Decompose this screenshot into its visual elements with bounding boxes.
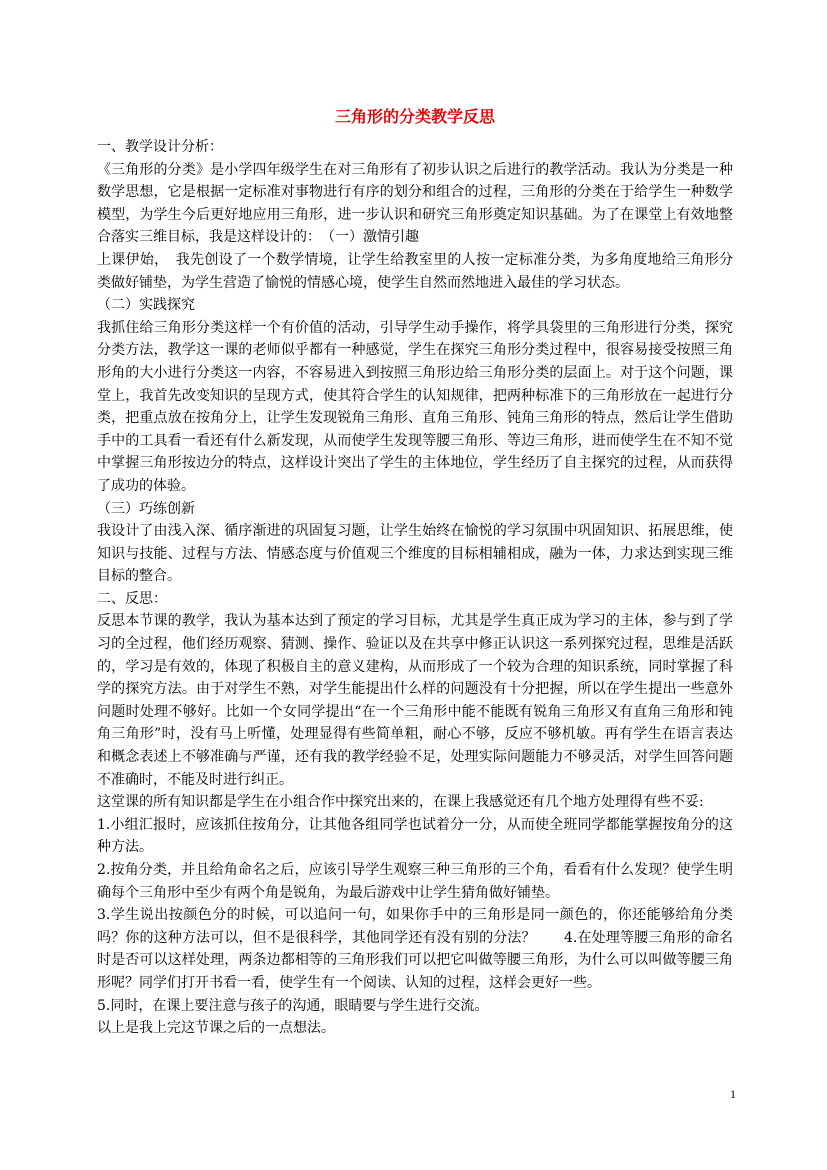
page-number: 1 bbox=[730, 1087, 736, 1101]
paragraph-innovation: 我设计了由浅入深、循序渐进的巩固复习题，让学生始终在愉悦的学习氛围中巩固知识、拓展思维，使知识与技能、过程与方法、情感态度与价值观三个维度的目标相辅相成，融为一体，力求达到实现三维目标的整合。 bbox=[97, 523, 733, 585]
paragraph-intro: 《三角形的分类》是小学四年级学生在对三角形有了初步认识之后进行的教学活动。我认为分类是一种数学思想，它是根据一定标准对事物进行有序的划分和组合的过程，三角形的分类在于给学生一种数学模型，为学生今后更好地应用三角形，进一步认识和研究三角形奠定知识基础。为了在课堂上有效地整合落实三维目标，我是这样设计的： （一）激情引趣 bbox=[97, 161, 733, 246]
list-item-5: 5.同时，在课上要注意与孩子的沟通，眼睛要与学生进行交流。 bbox=[97, 997, 489, 1014]
paragraph-shortcomings: 这堂课的所有知识都是学生在小组合作中探究出来的，在课上我感觉还有几个地方处理得有些不妥: bbox=[97, 794, 704, 811]
subheading-practice: （二）实践探究 bbox=[97, 297, 195, 314]
document-body bbox=[97, 136, 733, 1040]
document-page bbox=[97, 106, 733, 1040]
list-item-2: 2.按角分类，并且给角命名之后，应该引导学生观察三种三角形的三个角，看看有什么发现？使学生明确每个三角形中至少有两个角是锐角，为最后游戏中让学生猜角做好铺垫。 bbox=[97, 862, 733, 901]
list-item-3-4: 3.学生说出按颜色分的时候，可以追问一句，如果你手中的三角形是同一颜色的，你还能够给角分类吗？你的这种方法可以，但不是很科学，其他同学还有没有别的分法？ 4.在处理等腰三角形的命名时是否可以这样处理，两条边都相等的三角形我们可以把它叫做等腰三角形，为什么可以叫做等腰三角形呢？同学们打开书看一看，使学生有一个阅读、认知的过程，这样会更好一些。 bbox=[97, 907, 733, 991]
paragraph-closing: 以上是我上完这节课之后的一点想法。 bbox=[97, 1020, 335, 1037]
section-heading-design: 一、教学设计分析： bbox=[97, 139, 223, 155]
paragraph-warmup: 上课伊始， 我先创设了一个数学情境，让学生给教室里的人按一定标准分类，为多角度地给三角形分类做好铺垫，为学生营造了愉悦的情感心境，使学生自然而然地进入最佳的学习状态。 bbox=[97, 251, 733, 291]
list-item-1: 1.小组汇报时，应该抓住按角分，让其他各组同学也试着分一分，从而使全班同学都能掌握按角分的这种方法。 bbox=[97, 816, 733, 856]
paragraph-reflection: 反思本节课的教学，我认为基本达到了预定的学习目标，尤其是学生真正成为学习的主体，参与到了学习的全过程，他们经历观察、猜测、操作、验证以及在共享中修正认识这一系列探究过程，思维是活跃的，学习是有效的，体现了积极自主的意义建构，从而形成了一个较为合理的知识系统，同时掌握了科学的探究方法。由于对学生不熟，对学生能提出什么样的问题没有十分把握，所以在学生提出一些意外问题时处理不够好。比如一个女同学提出“在一个三角形中能不能既有锐角三角形又有直角三角形和钝角三角形”时，没有马上听懂，处理显得有些简单粗，耐心不够，反应不够机敏。再有学生在语言表达和概念表述上不够准确与严谨，还有我的教学经验不足，处理实际问题能力不够灵活，对学生回答问题不准确时，不能及时进行纠正。 bbox=[97, 613, 733, 788]
section-heading-reflection: 二、反思： bbox=[97, 590, 167, 607]
subheading-innovation: （三）巧练创新 bbox=[97, 500, 195, 517]
paragraph-practice: 我抓住给三角形分类这样一个有价值的活动，引导学生动手操作，将学具袋里的三角形进行分类，探究分类方法，教学这一课的老师似乎都有一种感觉，学生在探究三角形分类过程中，很容易接受按照三角形角的大小进行分类这一内容，不容易进入到按照三角形边给三角形分类的层面上。对于这个问题，课堂上，我首先改变知识的呈现方式，使其符合学生的认知规律，把两种标准下的三角形放在一起进行分类，把重点放在按角分上，让学生发现锐角三角形、直角三角形、钝角三角形的特点，然后让学生借助手中的工具看一看还有什么新发现，从而使学生发现等腰三角形、等边三角形，进而使学生在不知不觉中掌握三角形按边分的特点，这样设计突出了学生的主体地位，学生经历了自主探究的过程，从而获得了成功的体验。 bbox=[97, 319, 733, 494]
document-title: 三角形的分类教学反思 bbox=[334, 107, 495, 126]
